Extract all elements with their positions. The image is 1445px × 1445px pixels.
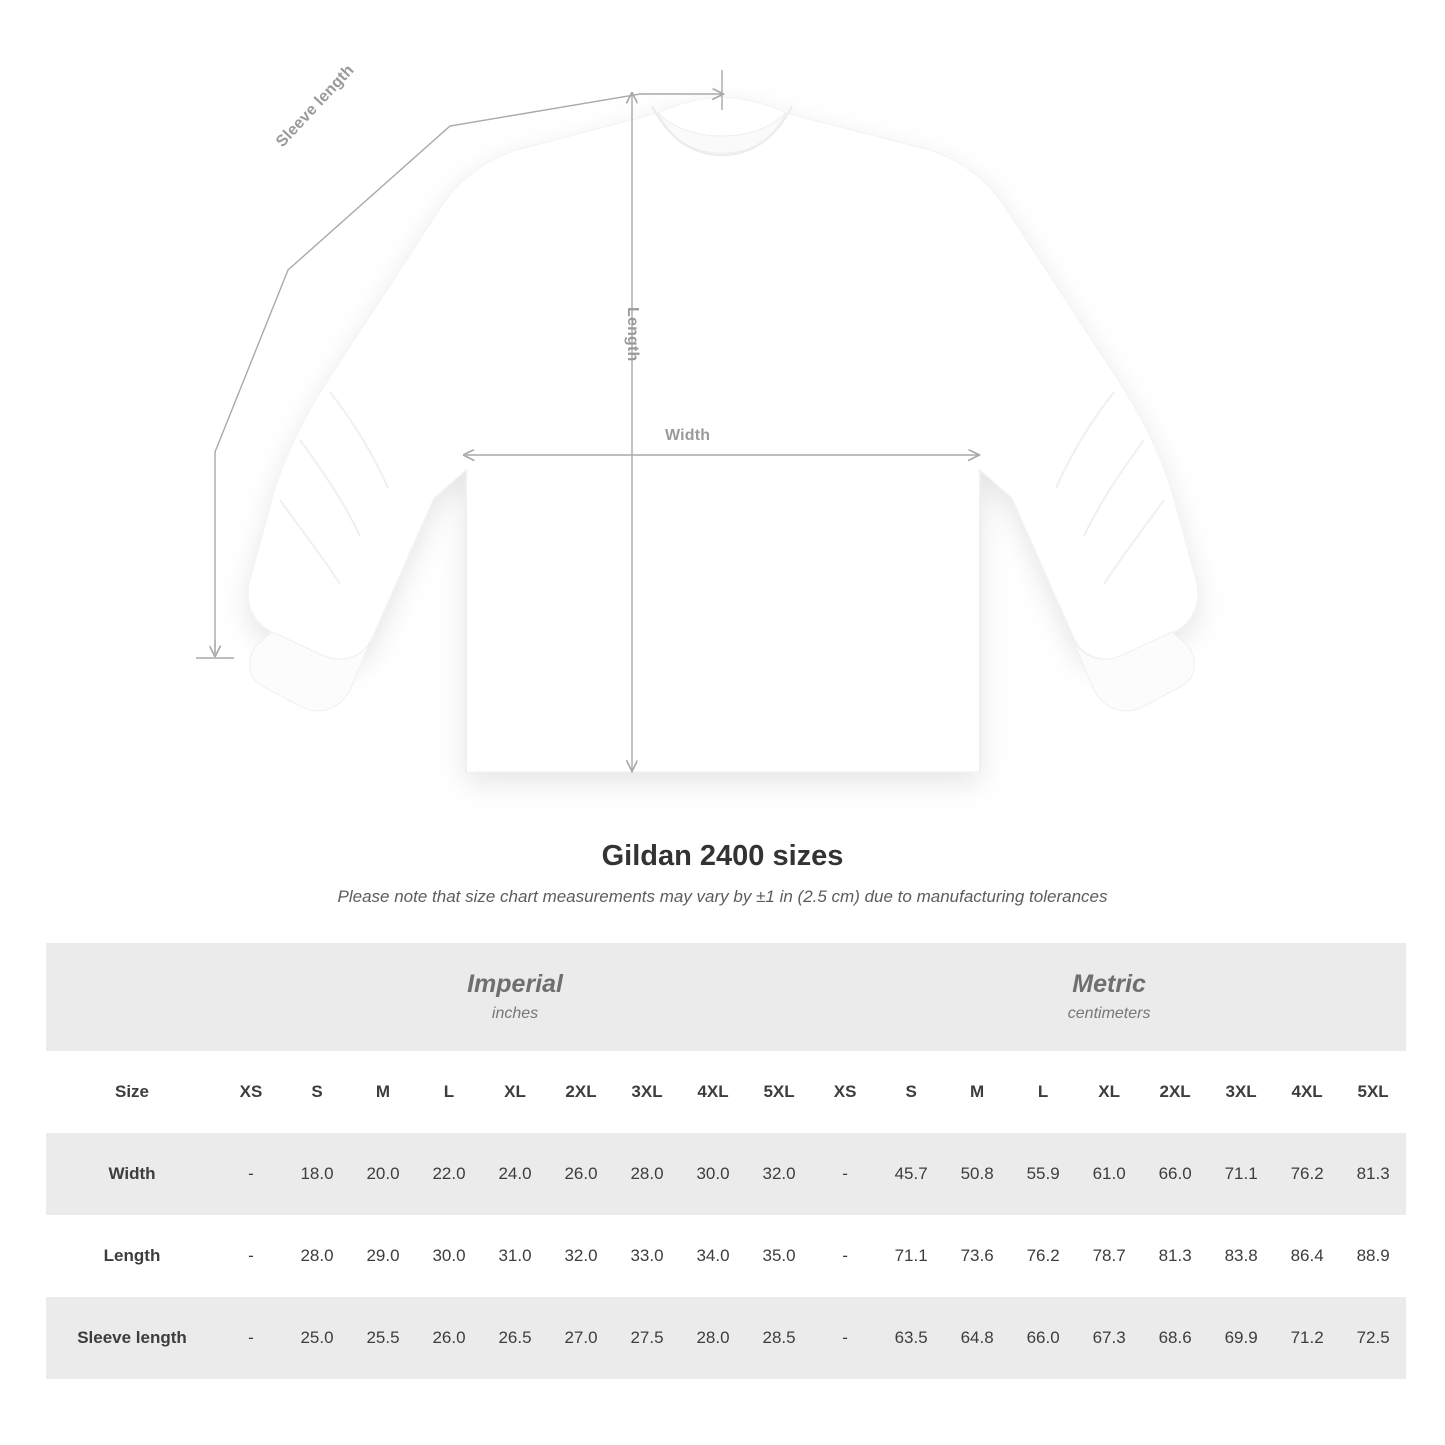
table-row (46, 1215, 1406, 1297)
cell: - (218, 1297, 284, 1379)
size-table (46, 943, 1406, 1379)
size-header-cell: XL (1076, 1051, 1142, 1133)
cell: 55.9 (1010, 1133, 1076, 1215)
cell: 22.0 (416, 1133, 482, 1215)
cell: 28.5 (746, 1297, 812, 1379)
size-header-cell: 4XL (1274, 1051, 1340, 1133)
cell: 64.8 (944, 1297, 1010, 1379)
chart-heading-block (0, 840, 1445, 907)
table-row (46, 1297, 1406, 1379)
cell: 32.0 (548, 1215, 614, 1297)
cell: 72.5 (1340, 1297, 1406, 1379)
cell: 29.0 (350, 1215, 416, 1297)
cell: 27.0 (548, 1297, 614, 1379)
cell: 71.1 (878, 1215, 944, 1297)
cell: 20.0 (350, 1133, 416, 1215)
size-table-wrapper (46, 943, 1399, 1379)
cell: 88.9 (1340, 1215, 1406, 1297)
system-header-row (46, 943, 1406, 1051)
size-header-cell: 2XL (1142, 1051, 1208, 1133)
cell: 26.0 (416, 1297, 482, 1379)
cell: 26.0 (548, 1133, 614, 1215)
sleeve-length-label: Sleeve length (273, 61, 358, 151)
system-name-metric: Metric (1072, 970, 1146, 999)
cell: 28.0 (284, 1215, 350, 1297)
cell: 83.8 (1208, 1215, 1274, 1297)
system-unit-metric: centimeters (1067, 1004, 1151, 1022)
cell: 31.0 (482, 1215, 548, 1297)
table-row (46, 1133, 1406, 1215)
cell: 26.5 (482, 1297, 548, 1379)
cell: 66.0 (1142, 1133, 1208, 1215)
size-header-cell: L (416, 1051, 482, 1133)
cell: 67.3 (1076, 1297, 1142, 1379)
cell: - (812, 1133, 878, 1215)
cell: 25.0 (284, 1297, 350, 1379)
size-header-label: Size (46, 1051, 218, 1133)
cell: 63.5 (878, 1297, 944, 1379)
cell: 18.0 (284, 1133, 350, 1215)
size-header-cell: XS (218, 1051, 284, 1133)
cell: 45.7 (878, 1133, 944, 1215)
cell: 69.9 (1208, 1297, 1274, 1379)
system-header-imperial (218, 943, 812, 1051)
size-header-cell: XL (482, 1051, 548, 1133)
cell: 81.3 (1340, 1133, 1406, 1215)
cell: 32.0 (746, 1133, 812, 1215)
cell: 76.2 (1274, 1133, 1340, 1215)
size-header-cell: XS (812, 1051, 878, 1133)
cell: 34.0 (680, 1215, 746, 1297)
row-label-width: Width (46, 1133, 218, 1215)
row-label-length: Length (46, 1215, 218, 1297)
cell: 71.2 (1274, 1297, 1340, 1379)
cell: 25.5 (350, 1297, 416, 1379)
tolerance-note: Please note that size chart measurements may vary by ±1 in (2.5 cm) due to manufacturing tolerances (337, 887, 1108, 906)
size-header-cell: 2XL (548, 1051, 614, 1133)
cell: 71.1 (1208, 1133, 1274, 1215)
cell: - (812, 1297, 878, 1379)
cell: 86.4 (1274, 1215, 1340, 1297)
size-header-cell: S (878, 1051, 944, 1133)
size-header-cell: M (350, 1051, 416, 1133)
size-header-cell: 3XL (614, 1051, 680, 1133)
size-header-cell: L (1010, 1051, 1076, 1133)
system-name-imperial: Imperial (467, 970, 563, 999)
cell: 24.0 (482, 1133, 548, 1215)
system-header-metric (812, 943, 1406, 1051)
cell: - (218, 1133, 284, 1215)
cell: 28.0 (614, 1133, 680, 1215)
cell: 30.0 (416, 1215, 482, 1297)
cell: 33.0 (614, 1215, 680, 1297)
cell: - (218, 1215, 284, 1297)
width-label: Width (665, 427, 711, 444)
size-header-cell: 3XL (1208, 1051, 1274, 1133)
cell: 27.5 (614, 1297, 680, 1379)
cell: - (812, 1215, 878, 1297)
cell: 35.0 (746, 1215, 812, 1297)
size-header-cell: M (944, 1051, 1010, 1133)
size-header-cell: S (284, 1051, 350, 1133)
length-label: Length (624, 307, 641, 362)
cell: 68.6 (1142, 1297, 1208, 1379)
size-header-cell: 4XL (680, 1051, 746, 1133)
cell: 28.0 (680, 1297, 746, 1379)
cell: 66.0 (1010, 1297, 1076, 1379)
cell: 76.2 (1010, 1215, 1076, 1297)
shirt-shape (248, 97, 1198, 772)
size-header-cell: 5XL (1340, 1051, 1406, 1133)
system-unit-imperial: inches (491, 1004, 539, 1022)
page-title: Gildan 2400 sizes (601, 840, 844, 872)
cell: 50.8 (944, 1133, 1010, 1215)
size-header-cell: 5XL (746, 1051, 812, 1133)
cell: 81.3 (1142, 1215, 1208, 1297)
size-header-row (46, 1051, 1406, 1133)
system-header-spacer (46, 943, 218, 1051)
cell: 61.0 (1076, 1133, 1142, 1215)
row-label-sleeve-length: Sleeve length (46, 1297, 218, 1379)
cell: 73.6 (944, 1215, 1010, 1297)
cell: 30.0 (680, 1133, 746, 1215)
cell: 78.7 (1076, 1215, 1142, 1297)
